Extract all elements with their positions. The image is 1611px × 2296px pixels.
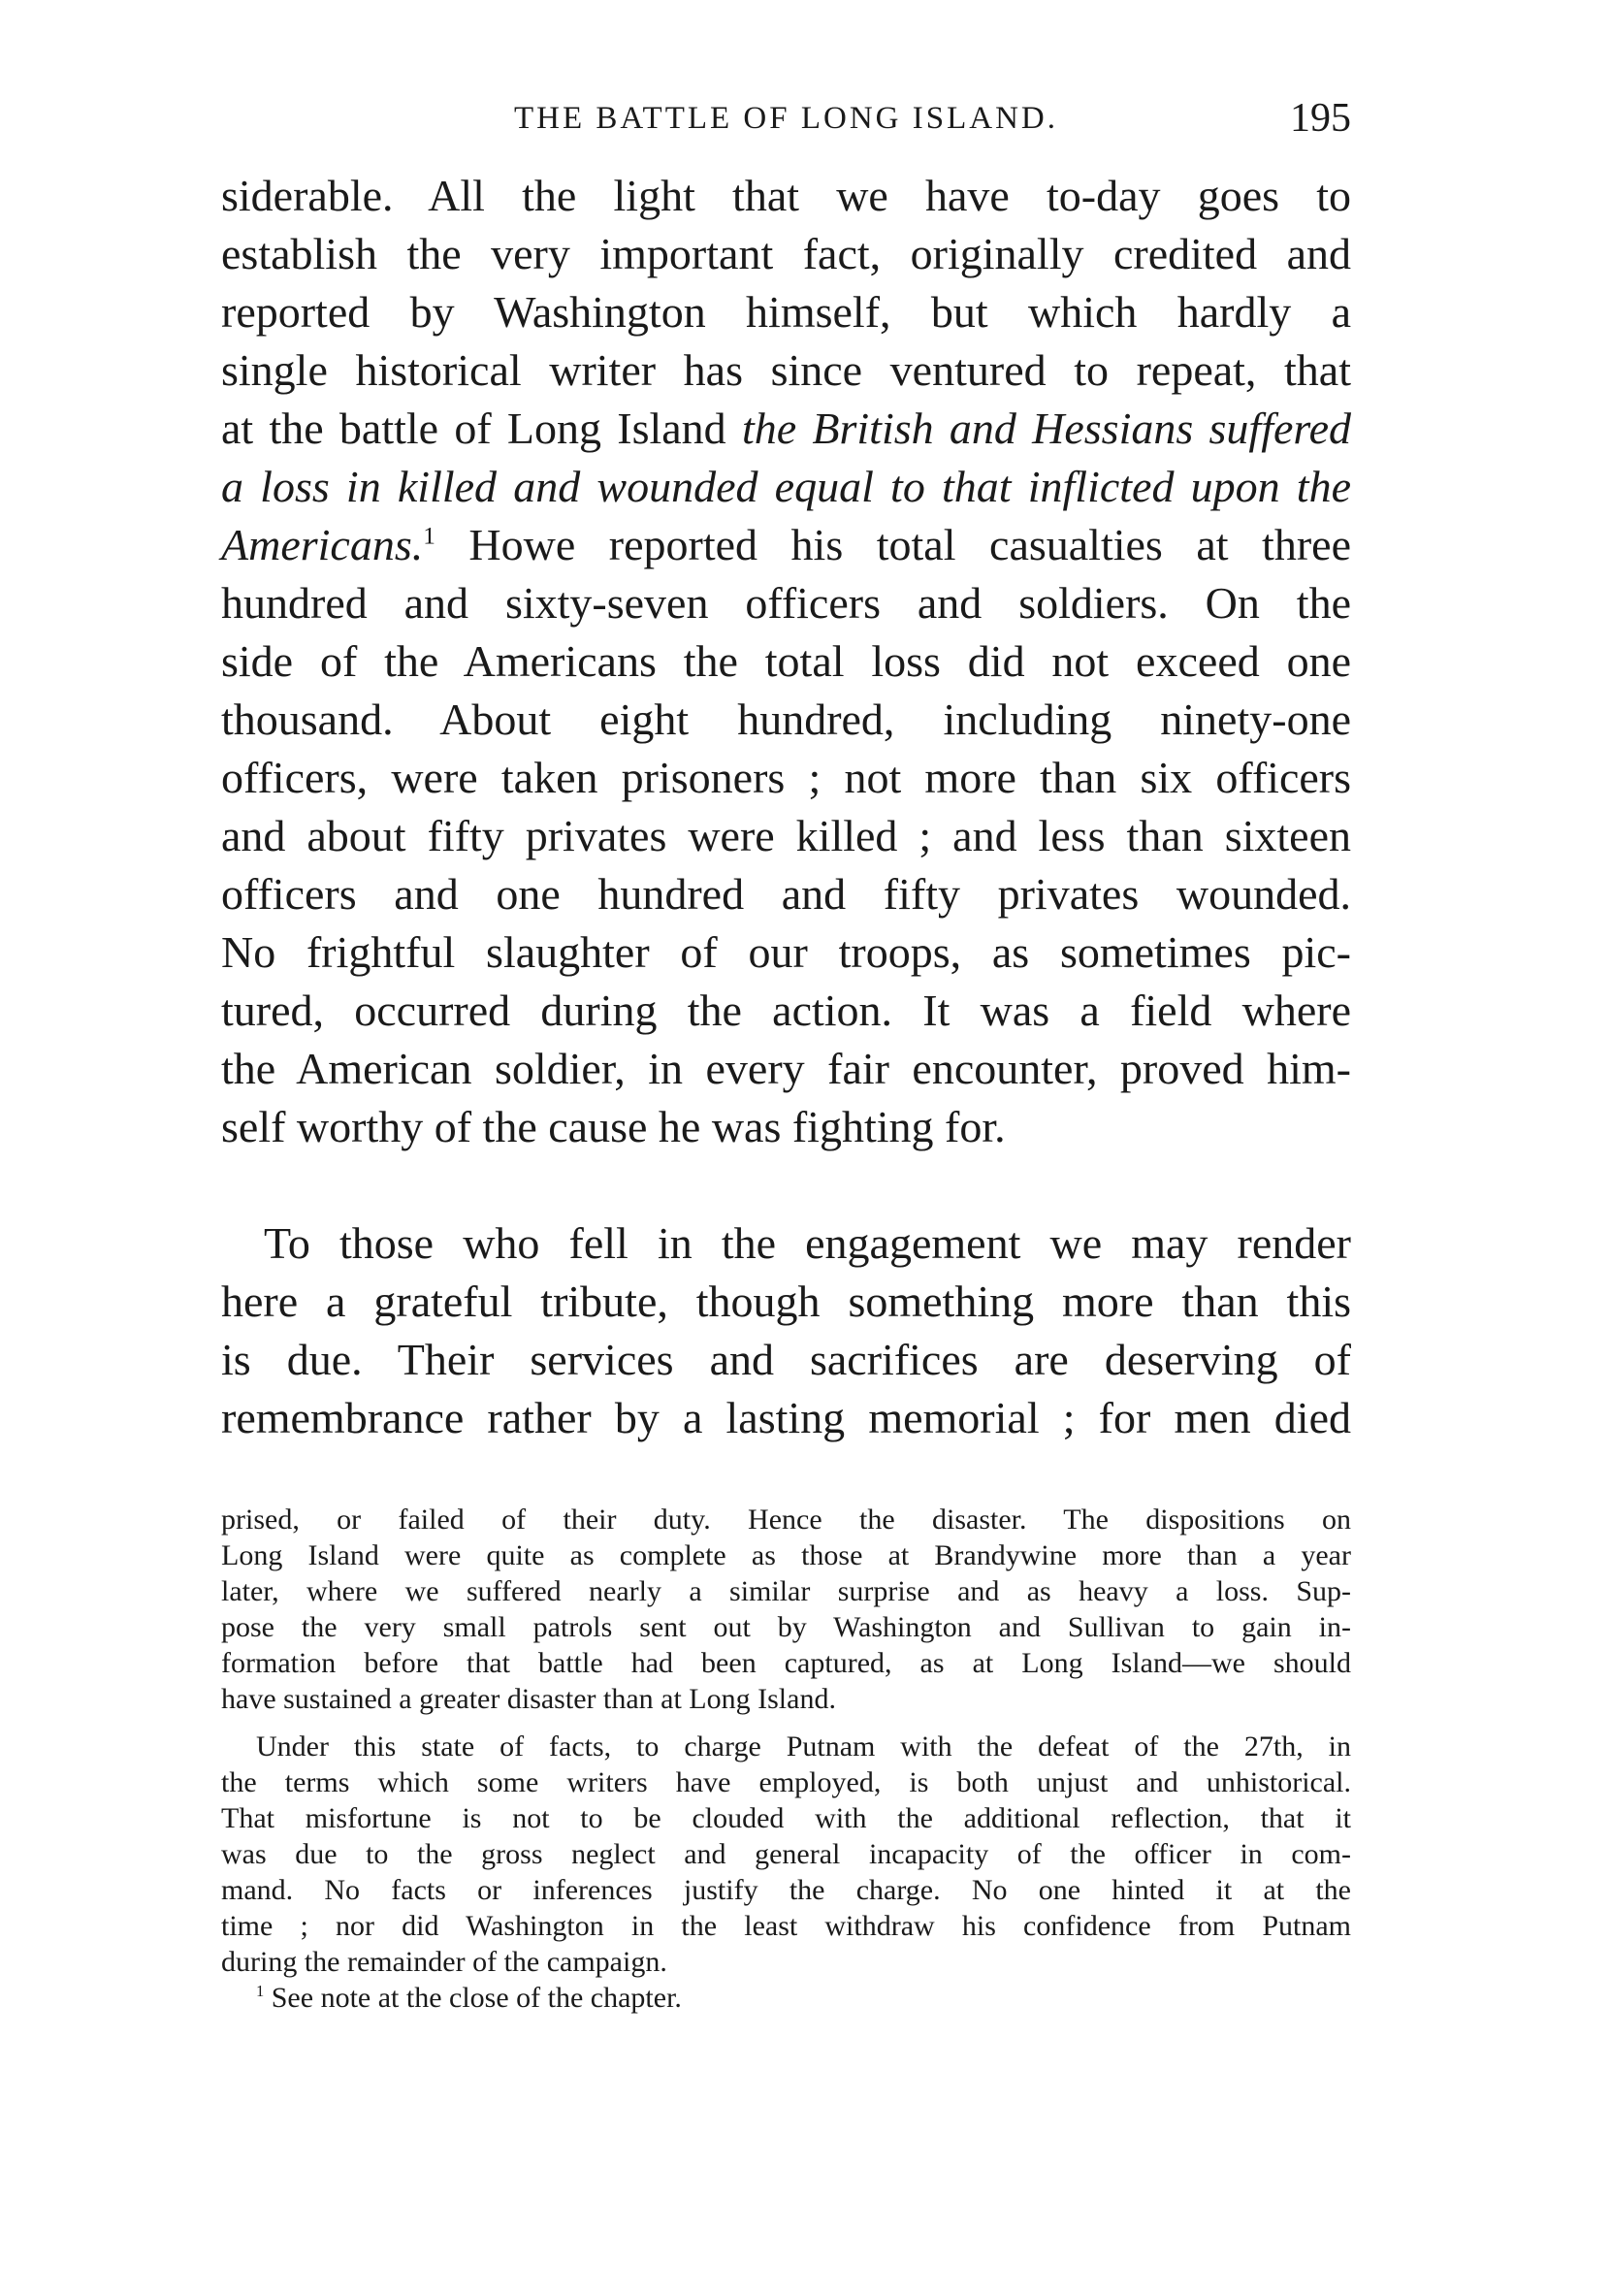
footnote-reference[interactable]: 1: [423, 522, 435, 550]
text-line: siderable. All the light that we have to-day goes to: [221, 171, 1351, 220]
main-text: [221, 167, 1351, 1447]
footnote-line: was due to the gross neglect and general incapacity of the officer in com-: [221, 1838, 1351, 1870]
text-line: single historical writer has since ventured to repeat, that: [221, 345, 1351, 395]
text-line: officers and one hundred and fifty privates wounded.: [221, 869, 1351, 919]
line-text: at the battle of Long Island: [221, 404, 726, 453]
paragraph-2: [221, 1214, 1351, 1447]
italic-phrase: Americans.: [221, 520, 424, 569]
text-line: remembrance rather by a lasting memorial ; for men died: [221, 1393, 1351, 1442]
footnote-line: during the remainder of the campaign.: [221, 1946, 667, 1978]
footnote-line: the terms which some writers have employed, is both unjust and unhistorical.: [221, 1766, 1351, 1798]
text-line: reported by Washington himself, but which hardly a: [221, 287, 1351, 337]
footnote-text: See note at the close of the chapter.: [271, 1982, 682, 2014]
footnote-line: Under this state of facts, to charge Putnam with the defeat of the 27th, in: [256, 1730, 1351, 1762]
italic-phrase: a loss in killed and wounded equal to that inflicted upon the: [221, 462, 1351, 511]
footnote-line: mand. No facts or inferences justify the charge. No one hinted it at the: [221, 1874, 1351, 1906]
text-line: self worthy of the cause he was fighting for.: [221, 1102, 1006, 1151]
footnotes: [221, 1502, 1351, 2016]
text-line: is due. Their services and sacrifices are deserving of: [221, 1335, 1351, 1384]
text-line: [221, 458, 1351, 516]
text-line: officers, were taken prisoners ; not more than six officers: [221, 753, 1351, 802]
footnote-marker: 1: [256, 1982, 265, 2000]
text-line: thousand. About eight hundred, including ninety-one: [221, 695, 1351, 744]
page-number: 195: [1290, 96, 1351, 141]
text-line: No frightful slaughter of our troops, as sometimes pic-: [221, 927, 1351, 977]
text-line: [221, 400, 1351, 458]
footnote-line: formation before that battle had been captured, as at Long Island—we should: [221, 1647, 1351, 1679]
footnote-line: later, where we suffered nearly a similar surprise and as heavy a loss. Sup-: [221, 1575, 1351, 1607]
text-line: side of the Americans the total loss did not exceed one: [221, 636, 1351, 686]
footnote-line: time ; nor did Washington in the least withdraw his confidence from Putnam: [221, 1910, 1351, 1942]
footnote-line: pose the very small patrols sent out by Washington and Sullivan to gain in-: [221, 1611, 1351, 1643]
footnote-line: Long Island were quite as complete as those at Brandywine more than a year: [221, 1539, 1351, 1571]
footnote-line: prised, or failed of their duty. Hence the disaster. The dispositions on: [221, 1504, 1351, 1536]
text-line: tured, occurred during the action. It was a field where: [221, 986, 1351, 1035]
text-line: establish the very important fact, originally credited and: [221, 229, 1351, 278]
footnote-continued: [221, 1502, 1351, 1717]
footnote-line: have sustained a greater disaster than at Long Island.: [221, 1683, 836, 1715]
text-line: the American soldier, in every fair encounter, proved him-: [221, 1044, 1351, 1093]
text-line: To those who fell in the engagement we may render: [264, 1218, 1351, 1268]
text-line: here a grateful tribute, though something more than this: [221, 1277, 1351, 1326]
footnote-line: That misfortune is not to be clouded with the additional reflection, that it: [221, 1802, 1351, 1834]
text-line: [221, 516, 1351, 574]
text-line: and about fifty privates were killed ; and less than sixteen: [221, 811, 1351, 860]
italic-phrase: the British and Hessians suffered: [741, 404, 1352, 453]
text-line: hundred and sixty-seven officers and soldiers. On the: [221, 578, 1351, 628]
footnote-spacer: [221, 1717, 1351, 1729]
paragraph-1: [221, 167, 1351, 1156]
running-head: [221, 89, 1351, 147]
paragraph-spacer: [221, 1156, 1351, 1214]
line-text: Howe reported his total casualties at three: [468, 520, 1351, 569]
footnote-second-paragraph: [221, 1729, 1351, 1980]
footnote-1: [221, 1980, 1351, 2016]
running-title: THE BATTLE OF LONG ISLAND.: [513, 101, 1059, 136]
